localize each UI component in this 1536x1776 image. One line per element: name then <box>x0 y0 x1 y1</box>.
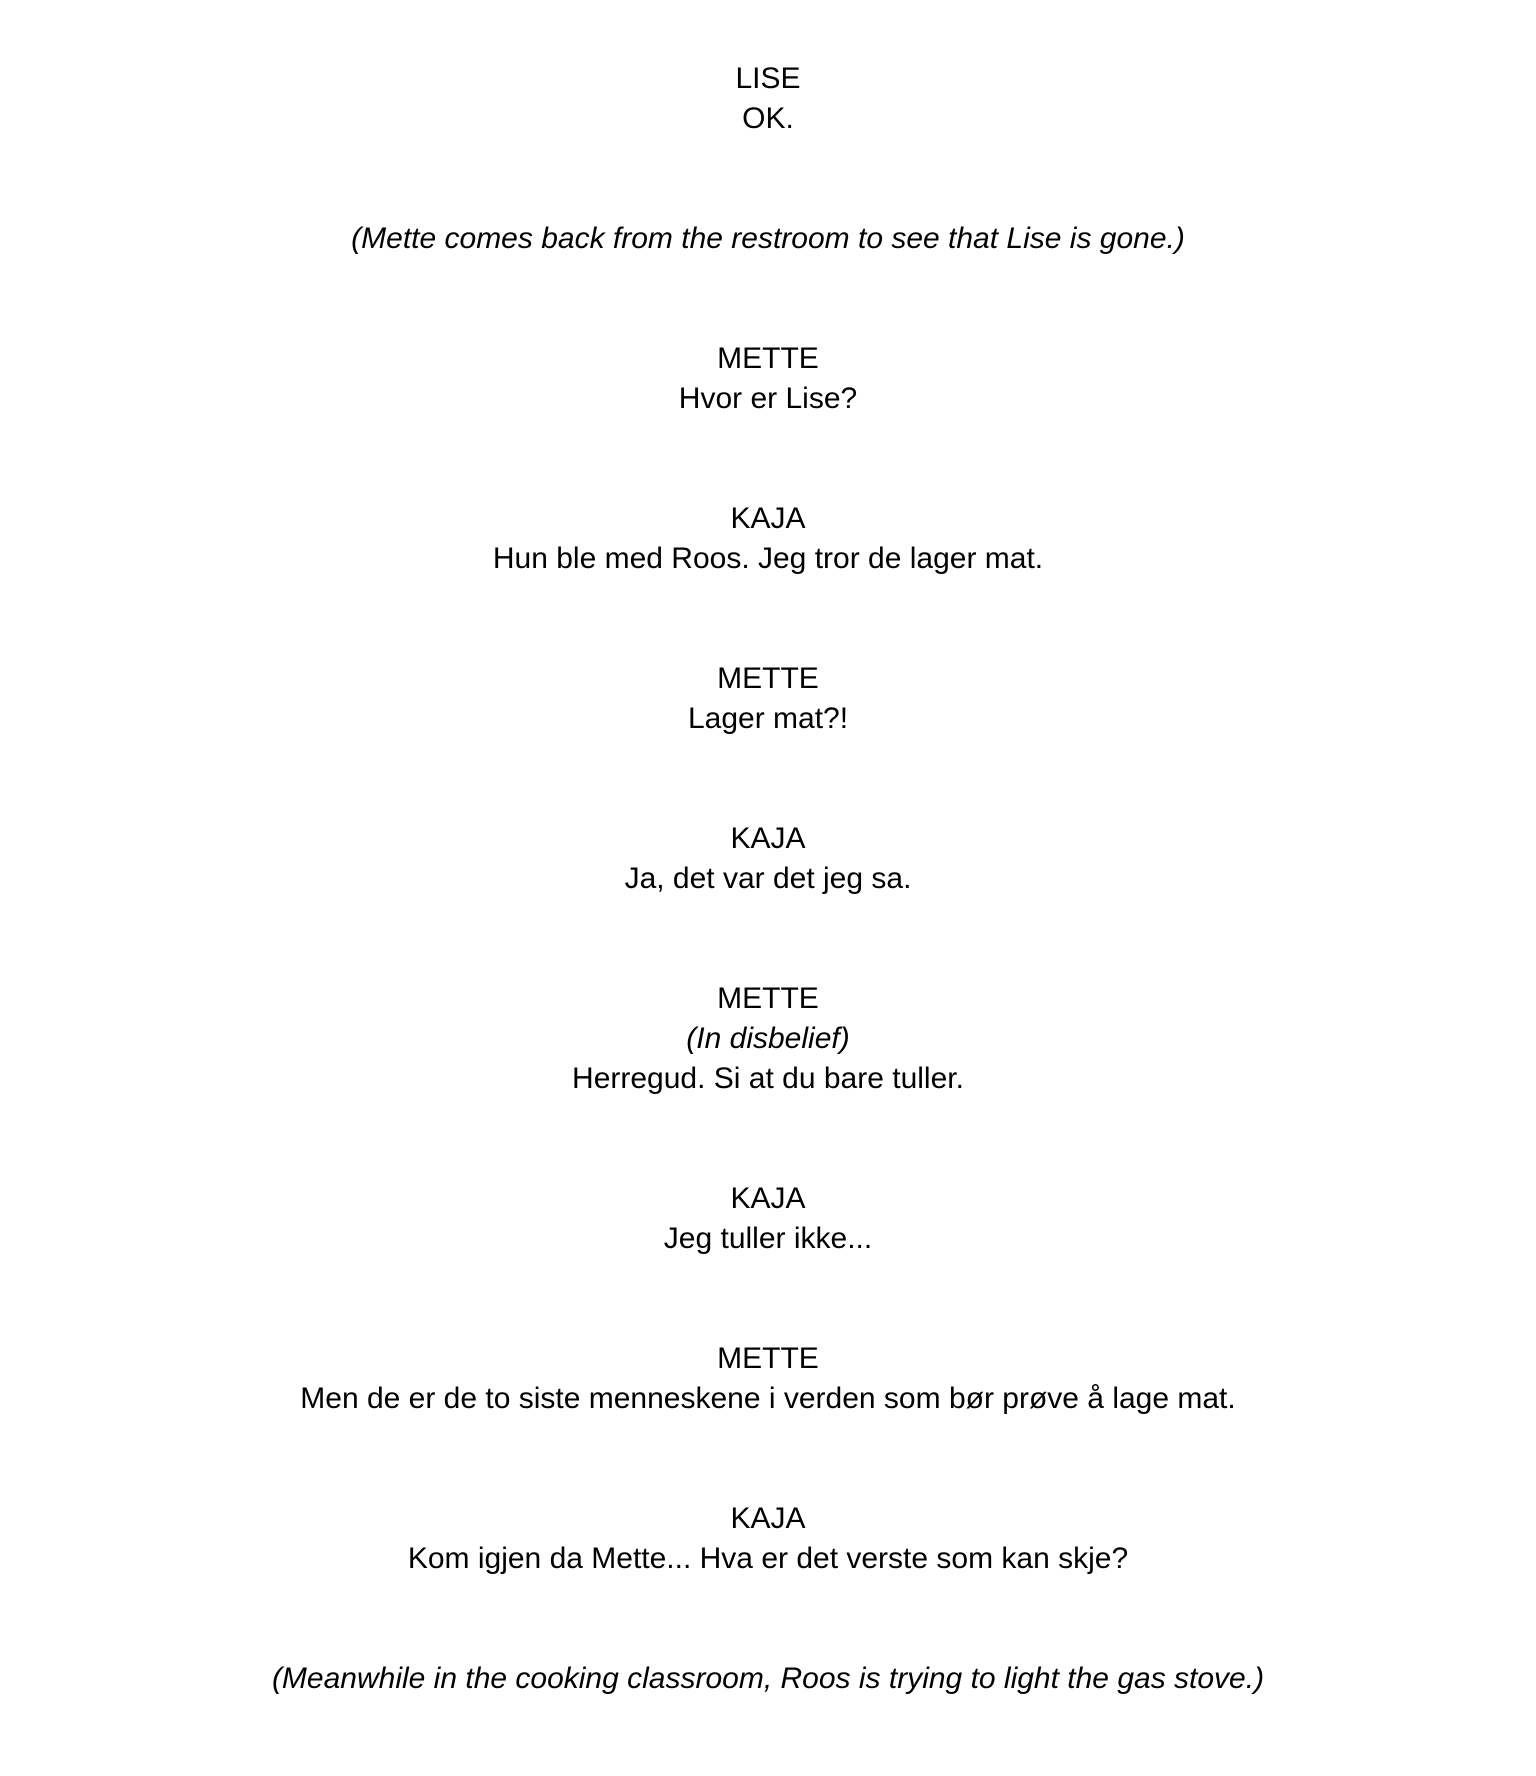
character-name: KAJA <box>730 502 806 535</box>
dialogue-line: Hvor er Lise? <box>678 382 858 415</box>
character-name: METTE <box>717 662 819 695</box>
dialogue-line: OK. <box>742 102 794 135</box>
character-name: METTE <box>717 982 819 1015</box>
character-name: KAJA <box>730 822 806 855</box>
stage-direction: (Meanwhile in the cooking classroom, Roos is trying to light the gas stove.) <box>271 1662 1265 1695</box>
character-name: KAJA <box>730 1182 806 1215</box>
dialogue-line: Jeg tuller ikke... <box>663 1222 873 1255</box>
dialogue-line: Men de er de to siste menneskene i verden som bør prøve å lage mat. <box>300 1382 1236 1415</box>
parenthetical: (In disbelief) <box>686 1022 850 1055</box>
character-name: LISE <box>735 62 801 95</box>
stage-direction: (Mette comes back from the restroom to see that Lise is gone.) <box>351 222 1185 255</box>
dialogue-line: Hun ble med Roos. Jeg tror de lager mat. <box>492 542 1044 575</box>
dialogue-line: Lager mat?! <box>687 702 849 735</box>
character-name: METTE <box>717 342 819 375</box>
dialogue-line: Kom igjen da Mette... Hva er det verste som kan skje? <box>407 1542 1129 1575</box>
dialogue-line: Herregud. Si at du bare tuller. <box>572 1062 964 1095</box>
dialogue-line: Ja, det var det jeg sa. <box>624 862 912 895</box>
character-name: METTE <box>717 1342 819 1375</box>
character-name: KAJA <box>730 1502 806 1535</box>
